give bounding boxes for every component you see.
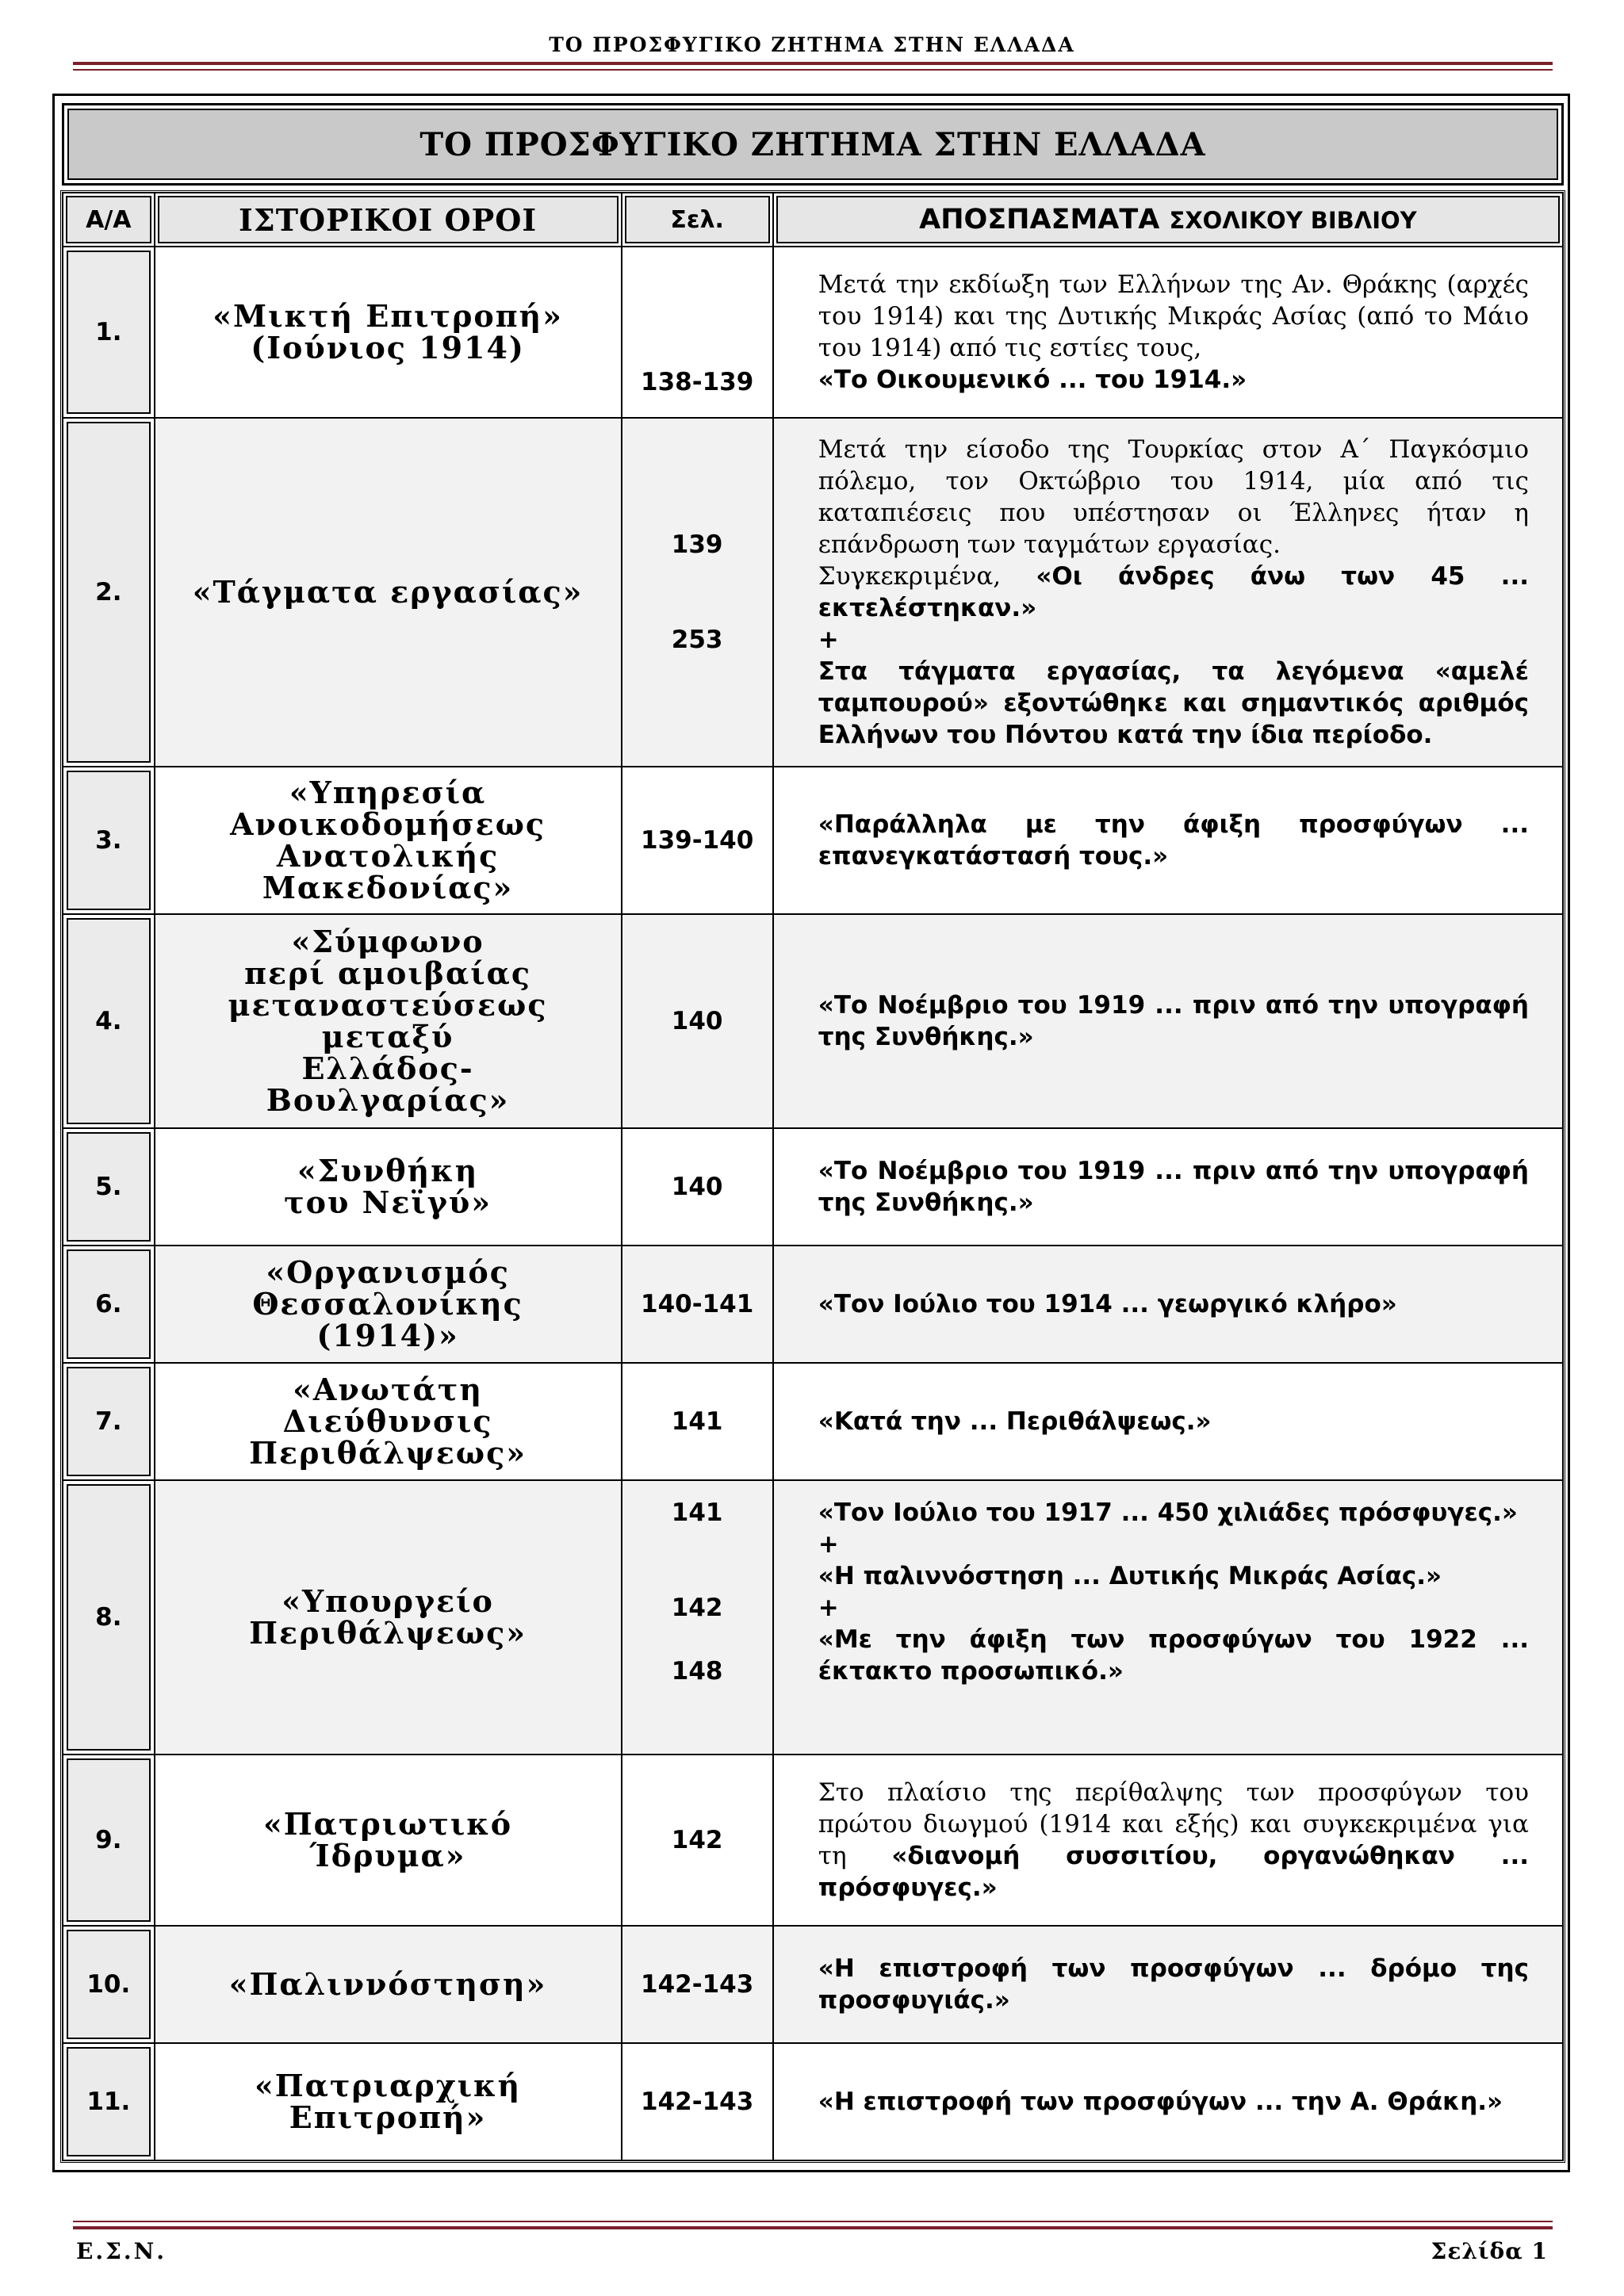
column-header-excerpts: [773, 193, 1563, 247]
historical-term: [155, 914, 622, 1128]
table-row: [63, 247, 1563, 418]
historical-term: [155, 1363, 622, 1480]
excerpt-text: Συγκεκριμένα,: [818, 562, 1002, 591]
page-ref: 140-141: [622, 1246, 773, 1363]
term-line: του Νεϊγύ»: [284, 1184, 492, 1220]
term-line: «Μικτή Επιτροπή»: [213, 298, 563, 334]
term-line: «Υπουργείο: [282, 1583, 494, 1619]
excerpt-quote: «Παράλληλα με την άφιξη προσφύγων ... επανεγκατάστασή τους.»: [818, 810, 1529, 871]
historical-term: [155, 1246, 622, 1363]
row-number: 10.: [63, 1926, 155, 2043]
term-line: περί αμοιβαίας: [244, 955, 531, 991]
page-ref-line: 142: [671, 1594, 723, 1622]
excerpt: [773, 418, 1563, 767]
historical-term: [155, 1755, 622, 1926]
term-line: Θεσσαλονίκης: [252, 1286, 523, 1322]
column-header-page: Σελ.: [622, 193, 773, 247]
historical-term: [155, 2043, 622, 2160]
excerpt-quote: «Με την άφιξη των προσφύγων του 1922 ... έκτακτο προσωπικό.»: [818, 1625, 1529, 1686]
table-title: ΤΟ ΠΡΟΣΦΥΓΙΚΟ ΖΗΤΗΜΑ ΣΤΗΝ ΕΛΛΑΔΑ: [62, 103, 1564, 186]
running-header-title: ΤΟ ΠΡΟΣΦΥΓΙΚΟ ΖΗΤΗΜΑ ΣΤΗΝ ΕΛΛΑΔΑ: [549, 33, 1075, 56]
excerpt: [773, 1363, 1563, 1480]
term-line: Ίδρυμα»: [309, 1838, 466, 1873]
page-ref-line: 253: [671, 626, 723, 654]
page-ref-line: 148: [671, 1657, 723, 1686]
page-ref-line: 139: [671, 530, 723, 559]
term-line: μεταναστεύσεως: [228, 987, 548, 1023]
plus-separator: +: [818, 626, 839, 654]
excerpt: [773, 1128, 1563, 1246]
excerpt-text: Στο πλαίσιο της περίθαλψης των προσφύγων του πρώτου διωγμού (1914 και εξής) και συγκεκριμένα για τη: [818, 1778, 1529, 1870]
plus-separator: +: [818, 1594, 839, 1622]
excerpt-text: Μετά την είσοδο της Τουρκίας στον Α΄ Παγκόσμιο πόλεμο, τον Οκτώβριο του 1914, μία από τις καταπιέσεις που υπέστησαν οι Έλληνες ήταν η επάνδρωση των ταγμάτων εργασίας.: [818, 435, 1529, 559]
table-row: [63, 1246, 1563, 1363]
table-header-row: [63, 193, 1563, 247]
term-line: μεταξύ: [321, 1019, 454, 1054]
excerpt-quote: «Το Νοέμβριο του 1919 ... πριν από την υπογραφή της Συνθήκης.»: [818, 991, 1529, 1051]
term-line: «Παλιννόστηση»: [228, 1966, 547, 2002]
row-number: 7.: [63, 1363, 155, 1480]
excerpt-quote: «Τον Ιούλιο του 1914 ... γεωργικό κλήρο»: [818, 1290, 1397, 1318]
historical-term: [155, 1926, 622, 2043]
term-line: (1914)»: [316, 1318, 459, 1353]
footer-rule-thin: [73, 2221, 1553, 2222]
excerpt: [773, 1755, 1563, 1926]
page-ref: 140: [622, 914, 773, 1128]
header-rule: [73, 62, 1553, 65]
term-line: «Σύμφωνο: [291, 924, 485, 959]
page-ref: 138-139: [622, 247, 773, 418]
term-line: Ελλάδος-: [301, 1050, 474, 1086]
excerpt-text: Μετά την εκδίωξη των Ελλήνων της Αν. Θράκης (αρχές του 1914) και της Δυτικής Μικράς Ασίας (από το Μάιο του 1914) από τις εστίες τους,: [818, 270, 1529, 362]
page-ref: 140: [622, 1128, 773, 1246]
table-row: [63, 1926, 1563, 2043]
term-line: «Οργανισμός: [266, 1254, 510, 1290]
page-ref: 139-140: [622, 767, 773, 914]
table-row: [63, 1480, 1563, 1755]
footer-page-number: Σελίδα 1: [1431, 2238, 1548, 2264]
term-line: Περιθάλψεως»: [249, 1435, 527, 1471]
excerpt: [773, 2043, 1563, 2160]
term-line: (Ιούνιος 1914): [251, 330, 525, 365]
historical-term: [155, 767, 622, 914]
excerpt-quote: «Κατά την ... Περιθάλψεως.»: [818, 1407, 1212, 1436]
excerpt: [773, 767, 1563, 914]
row-number: 2.: [63, 418, 155, 767]
row-number: 8.: [63, 1480, 155, 1755]
term-line: Διεύθυνσις: [282, 1403, 493, 1439]
row-number: 11.: [63, 2043, 155, 2160]
excerpt-quote: «Η επιστροφή των προσφύγων ... δρόμο της προσφυγιάς.»: [818, 1954, 1529, 2015]
excerpt-quote: «Το Οικουμενικό ... του 1914.»: [818, 365, 1247, 394]
column-header-excerpts-sub: ΣΧΟΛΙΚΟΥ ΒΙΒΛΙΟΥ: [1169, 207, 1417, 234]
table-row: [63, 418, 1563, 767]
column-header-aa: Α/Α: [63, 193, 155, 247]
excerpt: [773, 1246, 1563, 1363]
historical-term: [155, 1128, 622, 1246]
row-number: 4.: [63, 914, 155, 1128]
row-number: 1.: [63, 247, 155, 418]
table-row: [63, 1755, 1563, 1926]
term-line: «Τάγματα εργασίας»: [192, 574, 584, 610]
refugee-terms-table: [60, 190, 1565, 2163]
column-header-excerpts-main: ΑΠΟΣΠΑΣΜΑΤΑ: [919, 204, 1160, 235]
page-ref: [622, 418, 773, 767]
term-line: Ανατολικής: [276, 838, 500, 874]
page-ref: 141: [622, 1363, 773, 1480]
page-ref-line: 141: [671, 1498, 723, 1527]
excerpt-quote: «Οι άνδρες άνω των 45 ... εκτελέστηκαν.»: [818, 562, 1530, 622]
term-line: «Πατριωτικό: [263, 1806, 513, 1842]
excerpt: [773, 914, 1563, 1128]
excerpt-quote: «Η παλιννόστηση ... Δυτικής Μικράς Ασίας.»: [818, 1562, 1442, 1590]
table-row: [63, 914, 1563, 1128]
excerpt: [773, 247, 1563, 418]
excerpt-quote: Στα τάγματα εργασίας, τα λεγόμενα «αμελέ ταμπουρού» εξοντώθηκε και σημαντικός αριθμός Ελλήνων του Πόντου κατά την ίδια περίοδο.: [818, 657, 1529, 749]
term-line: Βουλγαρίας»: [266, 1082, 510, 1118]
row-number: 6.: [63, 1246, 155, 1363]
page-ref: 142-143: [622, 1926, 773, 2043]
term-line: «Συνθήκη: [297, 1153, 479, 1188]
table-row: [63, 2043, 1563, 2160]
term-line: Επιτροπή»: [289, 2099, 487, 2135]
excerpt: [773, 1926, 1563, 2043]
footer-rule: [73, 2226, 1553, 2229]
term-line: Μακεδονίας»: [262, 870, 514, 905]
term-line: Περιθάλψεως»: [249, 1615, 527, 1651]
excerpt-quote: «διανομή συσσιτίου, οργανώθηκαν ... πρόσφυγες.»: [818, 1842, 1529, 1902]
excerpt-quote: «Το Νοέμβριο του 1919 ... πριν από την υπογραφή της Συνθήκης.»: [818, 1157, 1529, 1217]
historical-term: [155, 1480, 622, 1755]
footer-author: Ε.Σ.Ν.: [76, 2238, 167, 2264]
table-row: [63, 1128, 1563, 1246]
row-number: 3.: [63, 767, 155, 914]
excerpt-quote: «Τον Ιούλιο του 1917 ... 450 χιλιάδες πρόσφυγες.»: [818, 1498, 1518, 1527]
term-line: «Πατριαρχική: [255, 2068, 522, 2103]
excerpt-quote: «Η επιστροφή των προσφύγων ... την Α. Θράκη.»: [818, 2087, 1503, 2116]
term-line: «Υπηρεσία: [289, 775, 487, 810]
page-ref: 142-143: [622, 2043, 773, 2160]
plus-separator: +: [818, 1530, 839, 1559]
row-number: 9.: [63, 1755, 155, 1926]
excerpt: [773, 1480, 1563, 1755]
table-row: [63, 1363, 1563, 1480]
historical-term: [155, 418, 622, 767]
page-ref: [622, 1480, 773, 1755]
term-line: Ανοικοδομήσεως: [230, 806, 546, 842]
historical-term: [155, 247, 622, 418]
header-rule-thin: [73, 69, 1553, 71]
page-ref: 142: [622, 1755, 773, 1926]
term-line: «Ανωτάτη: [293, 1372, 483, 1407]
table-row: [63, 767, 1563, 914]
row-number: 5.: [63, 1128, 155, 1246]
column-header-terms: ΙΣΤΟΡΙΚΟΙ ΟΡΟΙ: [155, 193, 622, 247]
